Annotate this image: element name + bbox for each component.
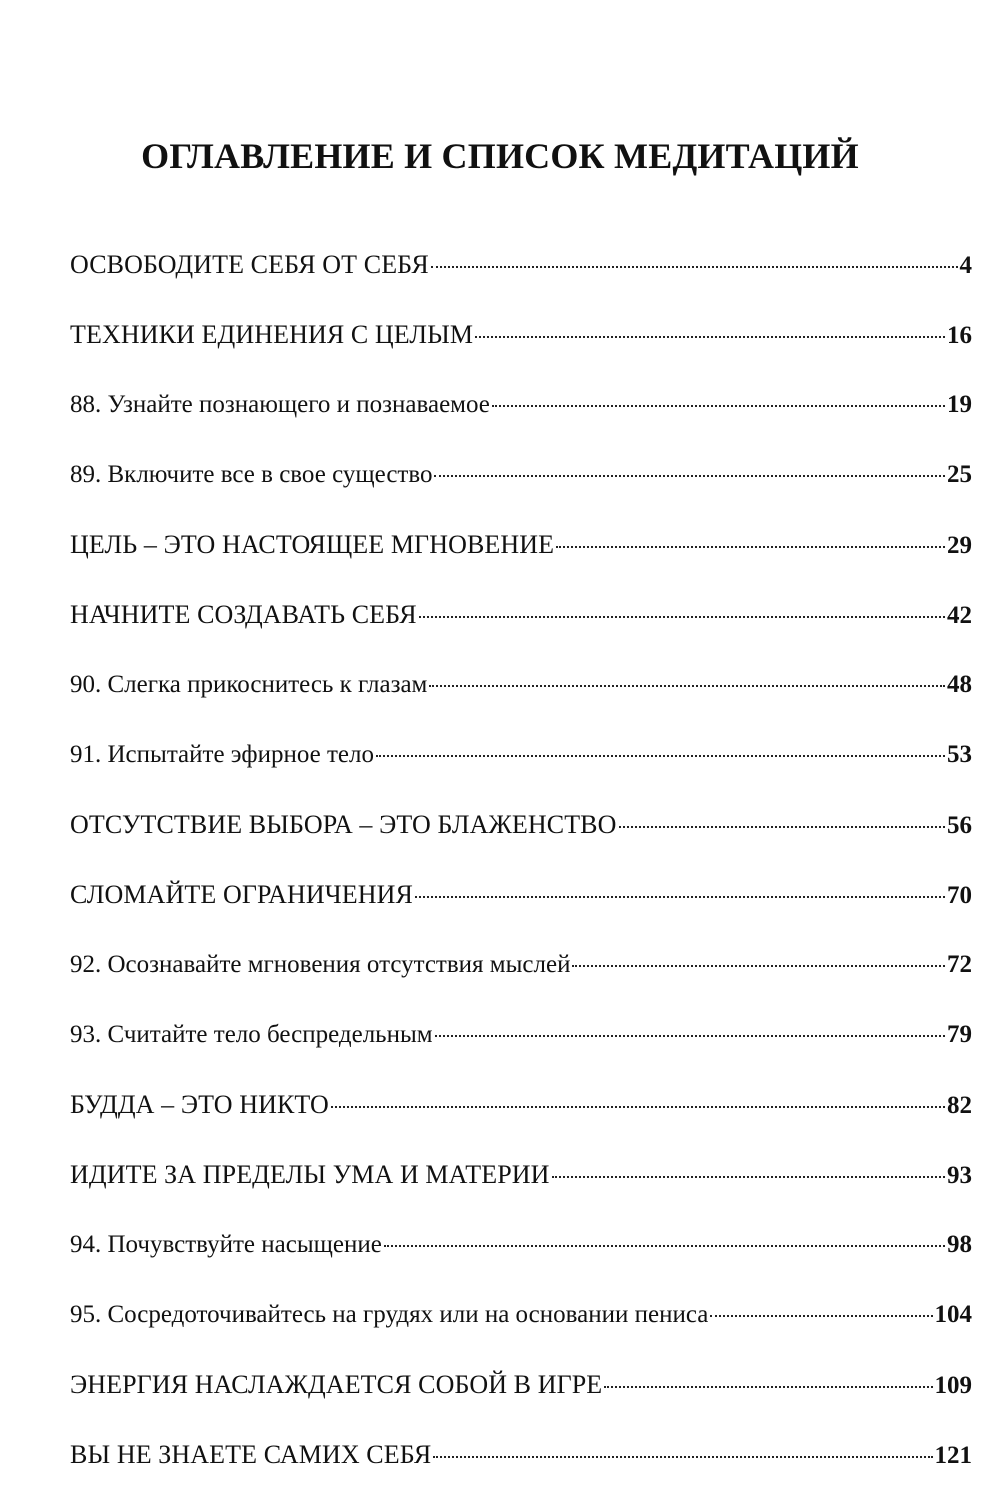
page-title: ОГЛАВЛЕНИЕ И СПИСОК МЕДИТАЦИЙ [141,136,859,176]
toc-section-entry[interactable] [70,1426,972,1496]
toc-entry-page-number: 42 [947,602,972,629]
toc-section-entry[interactable] [70,866,972,936]
toc-section-entry[interactable] [70,1146,972,1216]
toc-entry-page-number: 25 [947,461,972,488]
toc-entry-page-number: 4 [959,252,972,279]
toc-entry-title: 95. Сосредоточивайтесь на грудях или на основании пениса [70,1301,709,1328]
toc-meditation-entry[interactable] [70,1286,972,1356]
toc-section-entry[interactable] [70,1356,972,1426]
toc-entry-title: 90. Слегка прикоснитесь к глазам [70,671,428,698]
dot-leader [376,755,945,757]
toc-meditation-entry[interactable] [70,446,972,516]
toc-entry-page-number: 121 [934,1442,972,1469]
toc-entry-page-number: 19 [947,391,972,418]
toc-entry-title: ТЕХНИКИ ЕДИНЕНИЯ С ЦЕЛЫМ [70,320,474,349]
toc-entry-page-number: 109 [934,1372,972,1399]
toc-entry-page-number: 56 [947,812,972,839]
toc-entry-title: ОСВОБОДИТЕ СЕБЯ ОТ СЕБЯ [70,250,429,279]
toc-entry-title: ИДИТЕ ЗА ПРЕДЕЛЫ УМА И МАТЕРИИ [70,1160,550,1189]
dot-leader [419,616,945,618]
dot-leader [475,336,945,338]
dot-leader [572,965,945,967]
dot-leader [431,266,958,268]
toc-meditation-entry[interactable] [70,656,972,726]
toc-entry-title: НАЧНИТЕ СОЗДАВАТЬ СЕБЯ [70,600,417,629]
toc-entry-page-number: 79 [947,1021,972,1048]
toc-entry-title: ЦЕЛЬ – ЭТО НАСТОЯЩЕЕ МГНОВЕНИЕ [70,530,555,559]
toc-entry-title: 93. Считайте тело беспредельным [70,1021,433,1048]
toc-meditation-entry[interactable] [70,376,972,446]
toc-section-entry[interactable] [70,236,972,306]
dot-leader [492,405,945,407]
toc-entry-title: ВЫ НЕ ЗНАЕТЕ САМИХ СЕБЯ [70,1440,432,1469]
toc-meditation-entry[interactable] [70,1216,972,1286]
dot-leader [552,1176,945,1178]
toc-meditation-entry[interactable] [70,726,972,796]
toc-section-entry[interactable] [70,306,972,376]
toc-entry-title: ОТСУТСТВИЕ ВЫБОРА – ЭТО БЛАЖЕНСТВО [70,810,617,839]
toc-section-entry[interactable] [70,516,972,586]
toc-entry-title: 88. Узнайте познающего и познаваемое [70,391,490,418]
toc-entry-page-number: 53 [947,741,972,768]
dot-leader [710,1315,932,1317]
dot-leader [604,1386,932,1388]
dot-leader [619,826,946,828]
dot-leader [434,475,945,477]
toc-entry-title: 92. Осознавайте мгновения отсутствия мыслей [70,951,571,978]
dot-leader [415,896,945,898]
dot-leader [435,1035,945,1037]
toc-entry-page-number: 93 [947,1162,972,1189]
toc-entry-page-number: 98 [947,1231,972,1258]
toc-entry-page-number: 48 [947,671,972,698]
table-of-contents [70,236,972,1496]
toc-entry-page-number: 104 [934,1301,972,1328]
dot-leader [556,546,945,548]
toc-entry-page-number: 72 [947,951,972,978]
toc-entry-page-number: 29 [947,532,972,559]
toc-entry-title: 89. Включите все в свое существо [70,461,433,488]
toc-meditation-entry[interactable] [70,1006,972,1076]
dot-leader [433,1456,932,1458]
toc-section-entry[interactable] [70,586,972,656]
dot-leader [384,1245,945,1247]
toc-entry-title: БУДДА – ЭТО НИКТО [70,1090,329,1119]
toc-entry-page-number: 16 [947,322,972,349]
toc-entry-page-number: 82 [947,1092,972,1119]
toc-entry-title: СЛОМАЙТЕ ОГРАНИЧЕНИЯ [70,880,413,909]
toc-entry-title: ЭНЕРГИЯ НАСЛАЖДАЕТСЯ СОБОЙ В ИГРЕ [70,1370,603,1399]
toc-section-entry[interactable] [70,1076,972,1146]
toc-entry-title: 91. Испытайте эфирное тело [70,741,374,768]
toc-section-entry[interactable] [70,796,972,866]
toc-meditation-entry[interactable] [70,936,972,1006]
dot-leader [331,1106,945,1108]
toc-entry-title: 94. Почувствуйте насыщение [70,1231,382,1258]
dot-leader [429,685,945,687]
toc-entry-page-number: 70 [947,882,972,909]
